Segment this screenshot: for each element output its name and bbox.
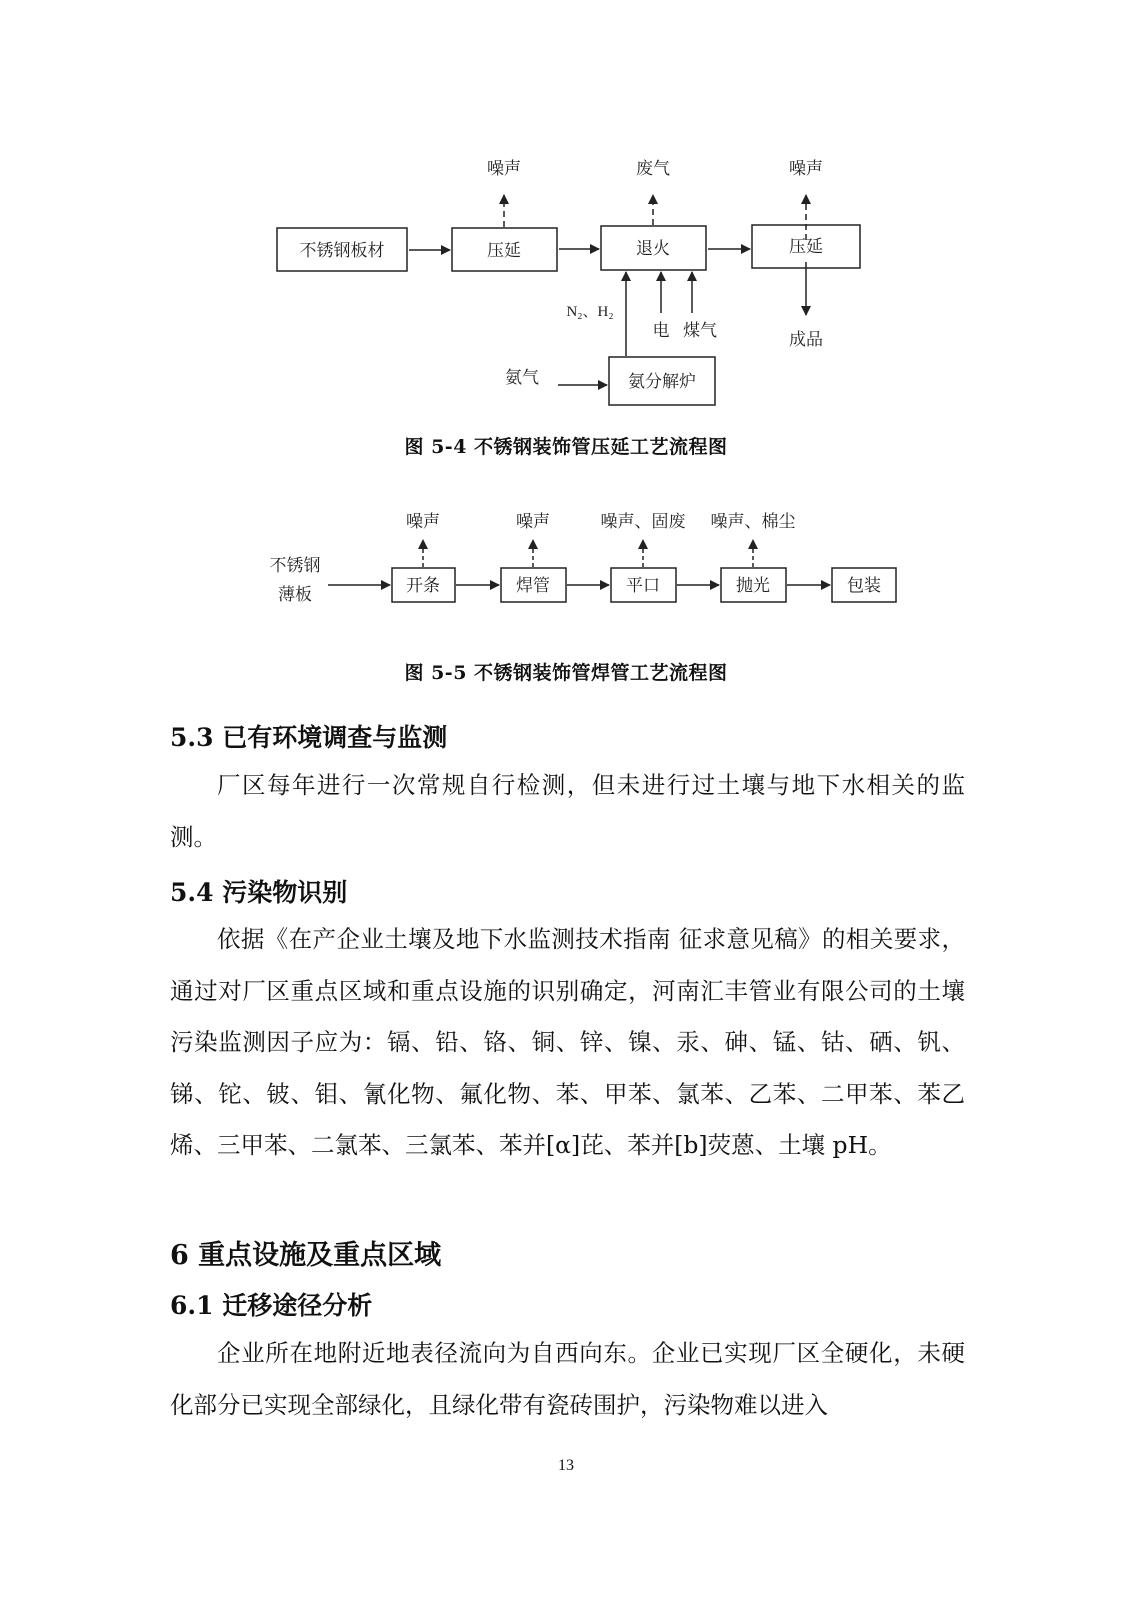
section-5-4-paragraph: 依据《在产企业土壤及地下水监测技术指南 征求意见稿》的相关要求，通过对厂区重点区域和重点设施的识别确定，河南汇丰管业有限公司的土壤污染监测因子应为：镉、铅、铬、铜、锌、镍、汞、砷、锰、钴、硒、钒、锑、铊、铍、钼、氰化物、氟化物、苯、甲苯、氯苯、乙苯、二甲苯、苯乙烯、三甲苯、二氯苯、三氯苯、苯并[α]芘、苯并[b]荧蒽、土壤 pH。	[170, 925, 965, 1159]
emission-label-noise-2: 噪声	[789, 159, 823, 179]
section-5-3-heading: 5.3 已有环境调查与监测	[170, 723, 448, 752]
emission-label: 噪声	[516, 512, 550, 532]
section-6-1-heading: 6.1 迁移途径分析	[170, 1291, 373, 1320]
box-rolling-2-label: 压延	[789, 237, 823, 257]
emission-label: 噪声、棉尘	[710, 512, 796, 532]
emission-label: 噪声	[406, 512, 440, 532]
figure-5-4-diagram	[277, 159, 860, 405]
box-packaging-label: 包装	[847, 576, 881, 596]
page-number: 13	[558, 1457, 574, 1474]
box-slitting-label: 开条	[406, 576, 440, 596]
input-label-line2: 薄板	[278, 585, 312, 605]
figure-5-5-caption: 图 5-5 不锈钢装饰管焊管工艺流程图	[404, 662, 728, 684]
box-polishing-label: 抛光	[736, 576, 770, 596]
input-label-line1: 不锈钢	[269, 556, 321, 576]
input-label-gas-mix: N₂、H₂	[566, 304, 614, 320]
box-welding-label: 焊管	[516, 576, 550, 596]
section-5-3-paragraph: 厂区每年进行一次常规自行检测，但未进行过土壤与地下水相关的监测。	[170, 771, 965, 851]
emission-label: 噪声、固废	[600, 512, 686, 532]
input-label-ammonia: 氨气	[505, 368, 539, 388]
emission-label-exhaust: 废气	[636, 159, 670, 179]
box-rolling-1-label: 压延	[487, 241, 521, 261]
figure-5-5-diagram	[270, 512, 897, 605]
output-label: 成品	[789, 330, 823, 350]
figure-5-4-caption: 图 5-4 不锈钢装饰管压延工艺流程图	[404, 436, 728, 458]
emission-label-noise-1: 噪声	[487, 159, 521, 179]
box-ammonia-cracker-label: 氨分解炉	[628, 372, 696, 392]
section-5-4-heading: 5.4 污染物识别	[170, 878, 348, 907]
box-annealing-label: 退火	[636, 239, 670, 259]
box-flat-end-label: 平口	[626, 576, 660, 596]
box-stainless-sheet-label: 不锈钢板材	[299, 241, 385, 261]
section-6-heading: 6 重点设施及重点区域	[170, 1240, 442, 1271]
process-diagrams	[0, 0, 1132, 700]
section-6-1-paragraph: 企业所在地附近地表径流向为自西向东。企业已实现厂区全硬化，未硬化部分已实现全部绿化，且绿化带有瓷砖围护，污染物难以进入	[170, 1339, 965, 1419]
input-label-coal-gas: 煤气	[683, 321, 717, 341]
input-label-electricity: 电	[652, 321, 670, 341]
